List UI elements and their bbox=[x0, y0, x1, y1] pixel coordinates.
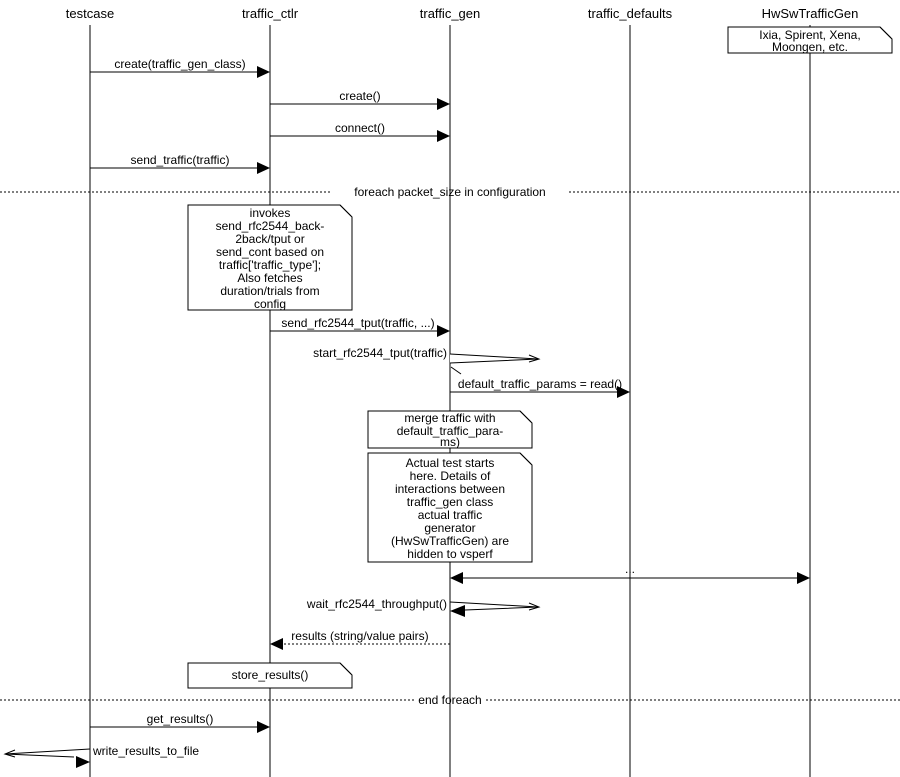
arrow-right-icon bbox=[76, 756, 90, 768]
message-label: start_rfc2544_tput(traffic) bbox=[313, 346, 447, 360]
arrow-left-icon bbox=[450, 605, 465, 617]
note-line: generator bbox=[424, 521, 476, 535]
participant-label-traffic-gen: traffic_gen bbox=[419, 6, 481, 21]
arrow-right-icon bbox=[257, 162, 270, 174]
arrow-right-icon bbox=[797, 572, 810, 584]
message-create-class bbox=[90, 57, 270, 78]
note-line: hidden to vsperf bbox=[407, 547, 493, 561]
self-message-start-rfc2544-tput bbox=[313, 346, 539, 374]
message-label: ... bbox=[624, 562, 636, 576]
note-line: here. Details of bbox=[409, 469, 491, 483]
note-line: Moongen, etc. bbox=[771, 40, 849, 54]
participant-label-traffic-defaults: traffic_defaults bbox=[587, 6, 673, 21]
note-line: 2back/tput or bbox=[235, 232, 305, 246]
message-label: send_rfc2544_tput(traffic, ...) bbox=[281, 316, 435, 330]
note-line: Actual test starts bbox=[405, 456, 495, 470]
divider-foreach bbox=[0, 185, 900, 199]
note-line: store_results() bbox=[231, 668, 309, 682]
note-line: merge traffic with bbox=[404, 411, 496, 425]
note-line: duration/trials from bbox=[220, 284, 320, 298]
arrow-right-icon bbox=[257, 66, 270, 78]
note-line: traffic['traffic_type']; bbox=[218, 258, 322, 272]
arrow-right-icon bbox=[437, 98, 450, 110]
note-line: invokes bbox=[249, 206, 291, 220]
divider-end-foreach-label: end foreach bbox=[418, 693, 482, 707]
note-line: interactions between bbox=[394, 482, 506, 496]
participant-headers bbox=[66, 6, 859, 21]
note-store-results bbox=[188, 663, 352, 688]
arrow-right-icon bbox=[257, 721, 270, 733]
message-label: connect() bbox=[334, 121, 386, 135]
note-actual-test bbox=[368, 453, 532, 562]
arrow-left-icon bbox=[450, 572, 463, 584]
participant-label-testcase: testcase bbox=[65, 6, 115, 21]
message-send-traffic bbox=[90, 153, 270, 174]
message-connect bbox=[270, 121, 450, 142]
arrow-left-icon bbox=[270, 638, 283, 650]
message-label: create(traffic_gen_class) bbox=[114, 57, 246, 71]
message-label: write_results_to_file bbox=[93, 744, 200, 758]
message-label: send_traffic(traffic) bbox=[130, 153, 230, 167]
note-line: config bbox=[253, 297, 287, 311]
message-get-results bbox=[90, 712, 270, 733]
divider-foreach-label: foreach packet_size in configuration bbox=[354, 185, 546, 199]
note-line: Also fetches bbox=[237, 271, 303, 285]
message-read-defaults bbox=[450, 377, 630, 398]
message-label: default_traffic_params = read() bbox=[457, 377, 623, 391]
message-label: results (string/value pairs) bbox=[291, 629, 429, 643]
message-results bbox=[270, 629, 450, 650]
message-label: get_results() bbox=[146, 712, 214, 726]
note-invokes bbox=[188, 205, 352, 311]
note-line: traffic_gen class bbox=[406, 495, 494, 509]
divider-end-foreach bbox=[0, 693, 900, 707]
message-create bbox=[270, 89, 450, 110]
arrow-right-icon bbox=[437, 325, 450, 337]
note-merge bbox=[368, 411, 532, 449]
message-label: create() bbox=[339, 89, 381, 103]
note-line: send_rfc2544_back- bbox=[215, 219, 325, 233]
self-message-write-results bbox=[5, 744, 199, 768]
note-line: send_cont based on bbox=[215, 245, 325, 259]
return-tick-icon bbox=[451, 367, 461, 374]
arrow-right-icon bbox=[437, 130, 450, 142]
note-line: actual traffic bbox=[417, 508, 483, 522]
note-line: Ixia, Spirent, Xena, bbox=[759, 28, 861, 42]
note-line: default_traffic_para- bbox=[396, 424, 504, 438]
self-message-wait-rfc2544 bbox=[306, 597, 539, 617]
message-send-rfc2544-tput bbox=[270, 316, 450, 337]
note-line: (HwSwTrafficGen) are bbox=[390, 534, 510, 548]
participant-label-hwswtrafficgen: HwSwTrafficGen bbox=[761, 6, 859, 21]
message-label: wait_rfc2544_throughput() bbox=[306, 597, 447, 611]
note-hwsw-examples bbox=[728, 27, 892, 54]
participant-label-traffic-ctlr: traffic_ctlr bbox=[241, 6, 299, 21]
self-call-arc bbox=[5, 749, 90, 757]
note-line: ms) bbox=[440, 435, 460, 449]
self-call-arc bbox=[450, 354, 538, 363]
